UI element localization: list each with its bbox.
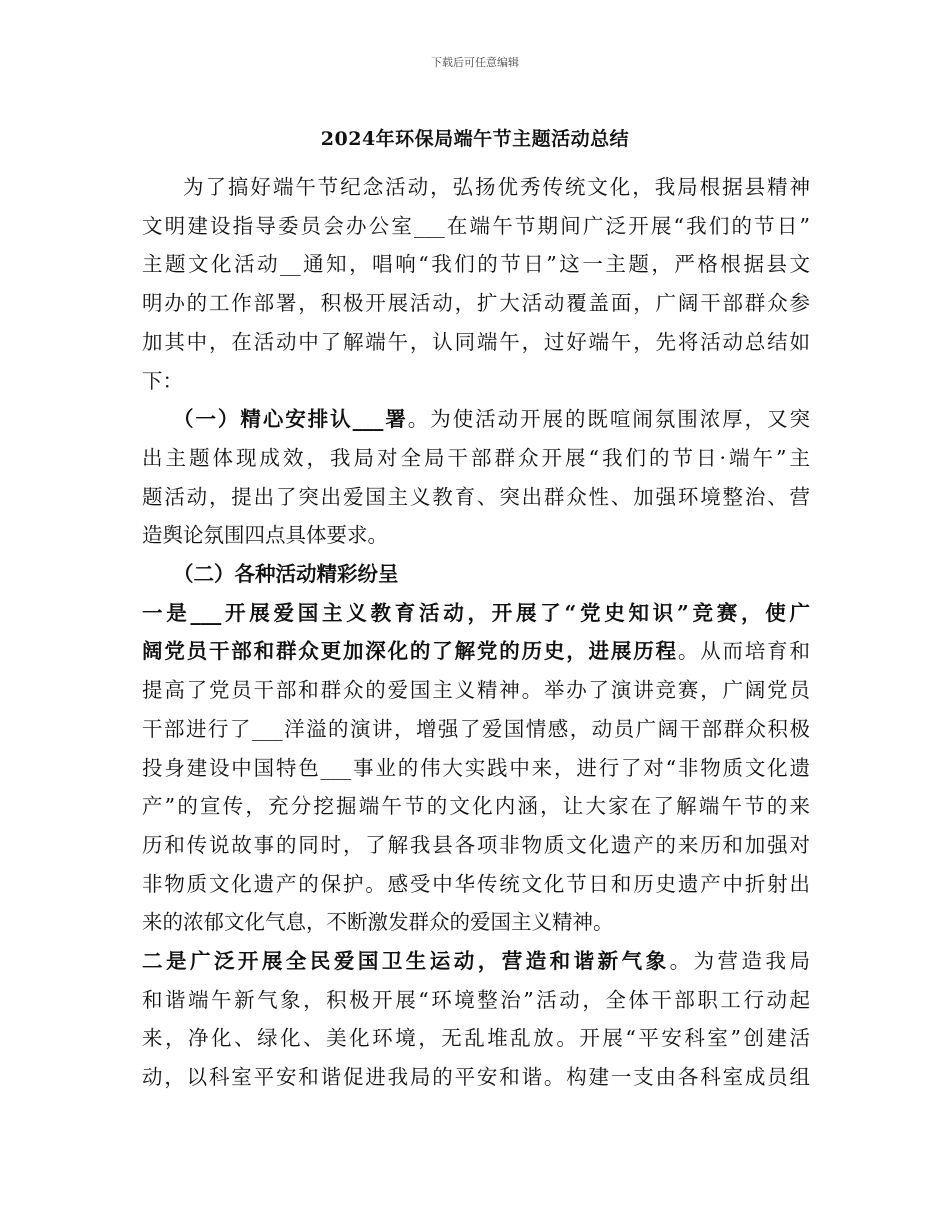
item-2-paragraph [142,942,810,1097]
item-1-paragraph [142,594,810,942]
intro-line: 加其中，在活动中了解端午，认同端午，过好端午，先将活动总结如 [142,329,810,354]
intro-line: 为了搞好端午节纪念活动，弘扬优秀传统文化，我局根据县精神 [183,175,810,199]
item-1-line: 产”的宣传，充分挖掘端午节的文化内涵，让大家在了解端午节的来 [142,794,810,819]
section-1-line: 题活动，提出了突出爱国主义教育、突出群众性、加强环境整治、营 [142,484,810,509]
item-2-mixed-line [142,942,810,981]
item-1-line: 非物质文化遗产的保护。感受中华传统文化节日和历史遗产中折射出 [142,871,810,896]
section-1-line: 出主题体现成效，我局对全局干部群众开展“我们的节日·端午”主 [142,445,810,470]
section-2-heading: （二）各种活动精彩纷呈 [173,562,399,587]
intro-paragraph [142,168,810,400]
item-2-tail: 。为营造我局 [669,949,811,974]
section-1-line: 造舆论氛围四点具体要求。 [142,523,388,548]
section-1-heading: （一）精心安排认___署 [173,407,408,432]
item-2-line: 来，净化、绿化、美化环境，无乱堆乱放。开展“平安科室”创建活 [142,1026,810,1051]
item-1-line: 干部进行了___洋溢的演讲，增强了爱国情感，动员广阔干部群众积极 [142,716,810,741]
item-1-line: 来的浓郁文化气息，不断激发群众的爱国主义精神。 [142,910,614,935]
item-1-bold-line: 阔党员干部和群众更加深化的了解党的历史，进展历程 [142,639,678,664]
item-1-bold-line: 一是___开展爱国主义教育活动，开展了“党史知识”竞赛，使广 [142,600,810,625]
intro-line: 下： [142,368,183,393]
item-1-mixed-line [142,632,810,671]
section-1-line: 。为使活动开展的既喧闹氛围浓厚，又突 [407,407,811,432]
item-2-bold: 二是广泛开展全民爱国卫生运动，营造和谐新气象 [142,949,670,974]
page-header-note: 下载后可任意编辑 [431,56,519,69]
item-1-line: 提高了党员干部和群众的爱国主义精神。举办了演讲竞赛，广阔党员 [142,678,810,703]
intro-line: 明办的工作部署，积极开展活动，扩大活动覆盖面，广阔干部群众参 [142,291,810,316]
item-1-line: 历和传说故事的同时，了解我县各项非物质文化遗产的来历和加强对 [142,832,810,857]
item-1-line: 投身建设中国特色___事业的伟大实践中来，进行了对“非物质文化遗 [142,755,810,780]
intro-line: 文明建设指导委员会办公室___在端午节期间广泛开展“我们的节日” [142,213,810,238]
item-2-line: 动，以科室平安和谐促进我局的平安和谐。构建一支由各科室成员组 [142,1065,810,1090]
section-1-paragraph [142,400,810,555]
section-1-first-line [142,400,810,439]
item-2-line: 和谐端午新气象，积极开展“环境整治”活动，全体干部职工行动起 [142,987,810,1012]
intro-line: 主题文化活动__通知，唱响“我们的节日”这一主题，严格根据县文 [142,252,810,277]
document-title: 2024年环保局端午节主题活动总结 [320,128,630,150]
document-body [142,168,810,1097]
item-1-tail: 。从而培育和 [677,639,811,664]
